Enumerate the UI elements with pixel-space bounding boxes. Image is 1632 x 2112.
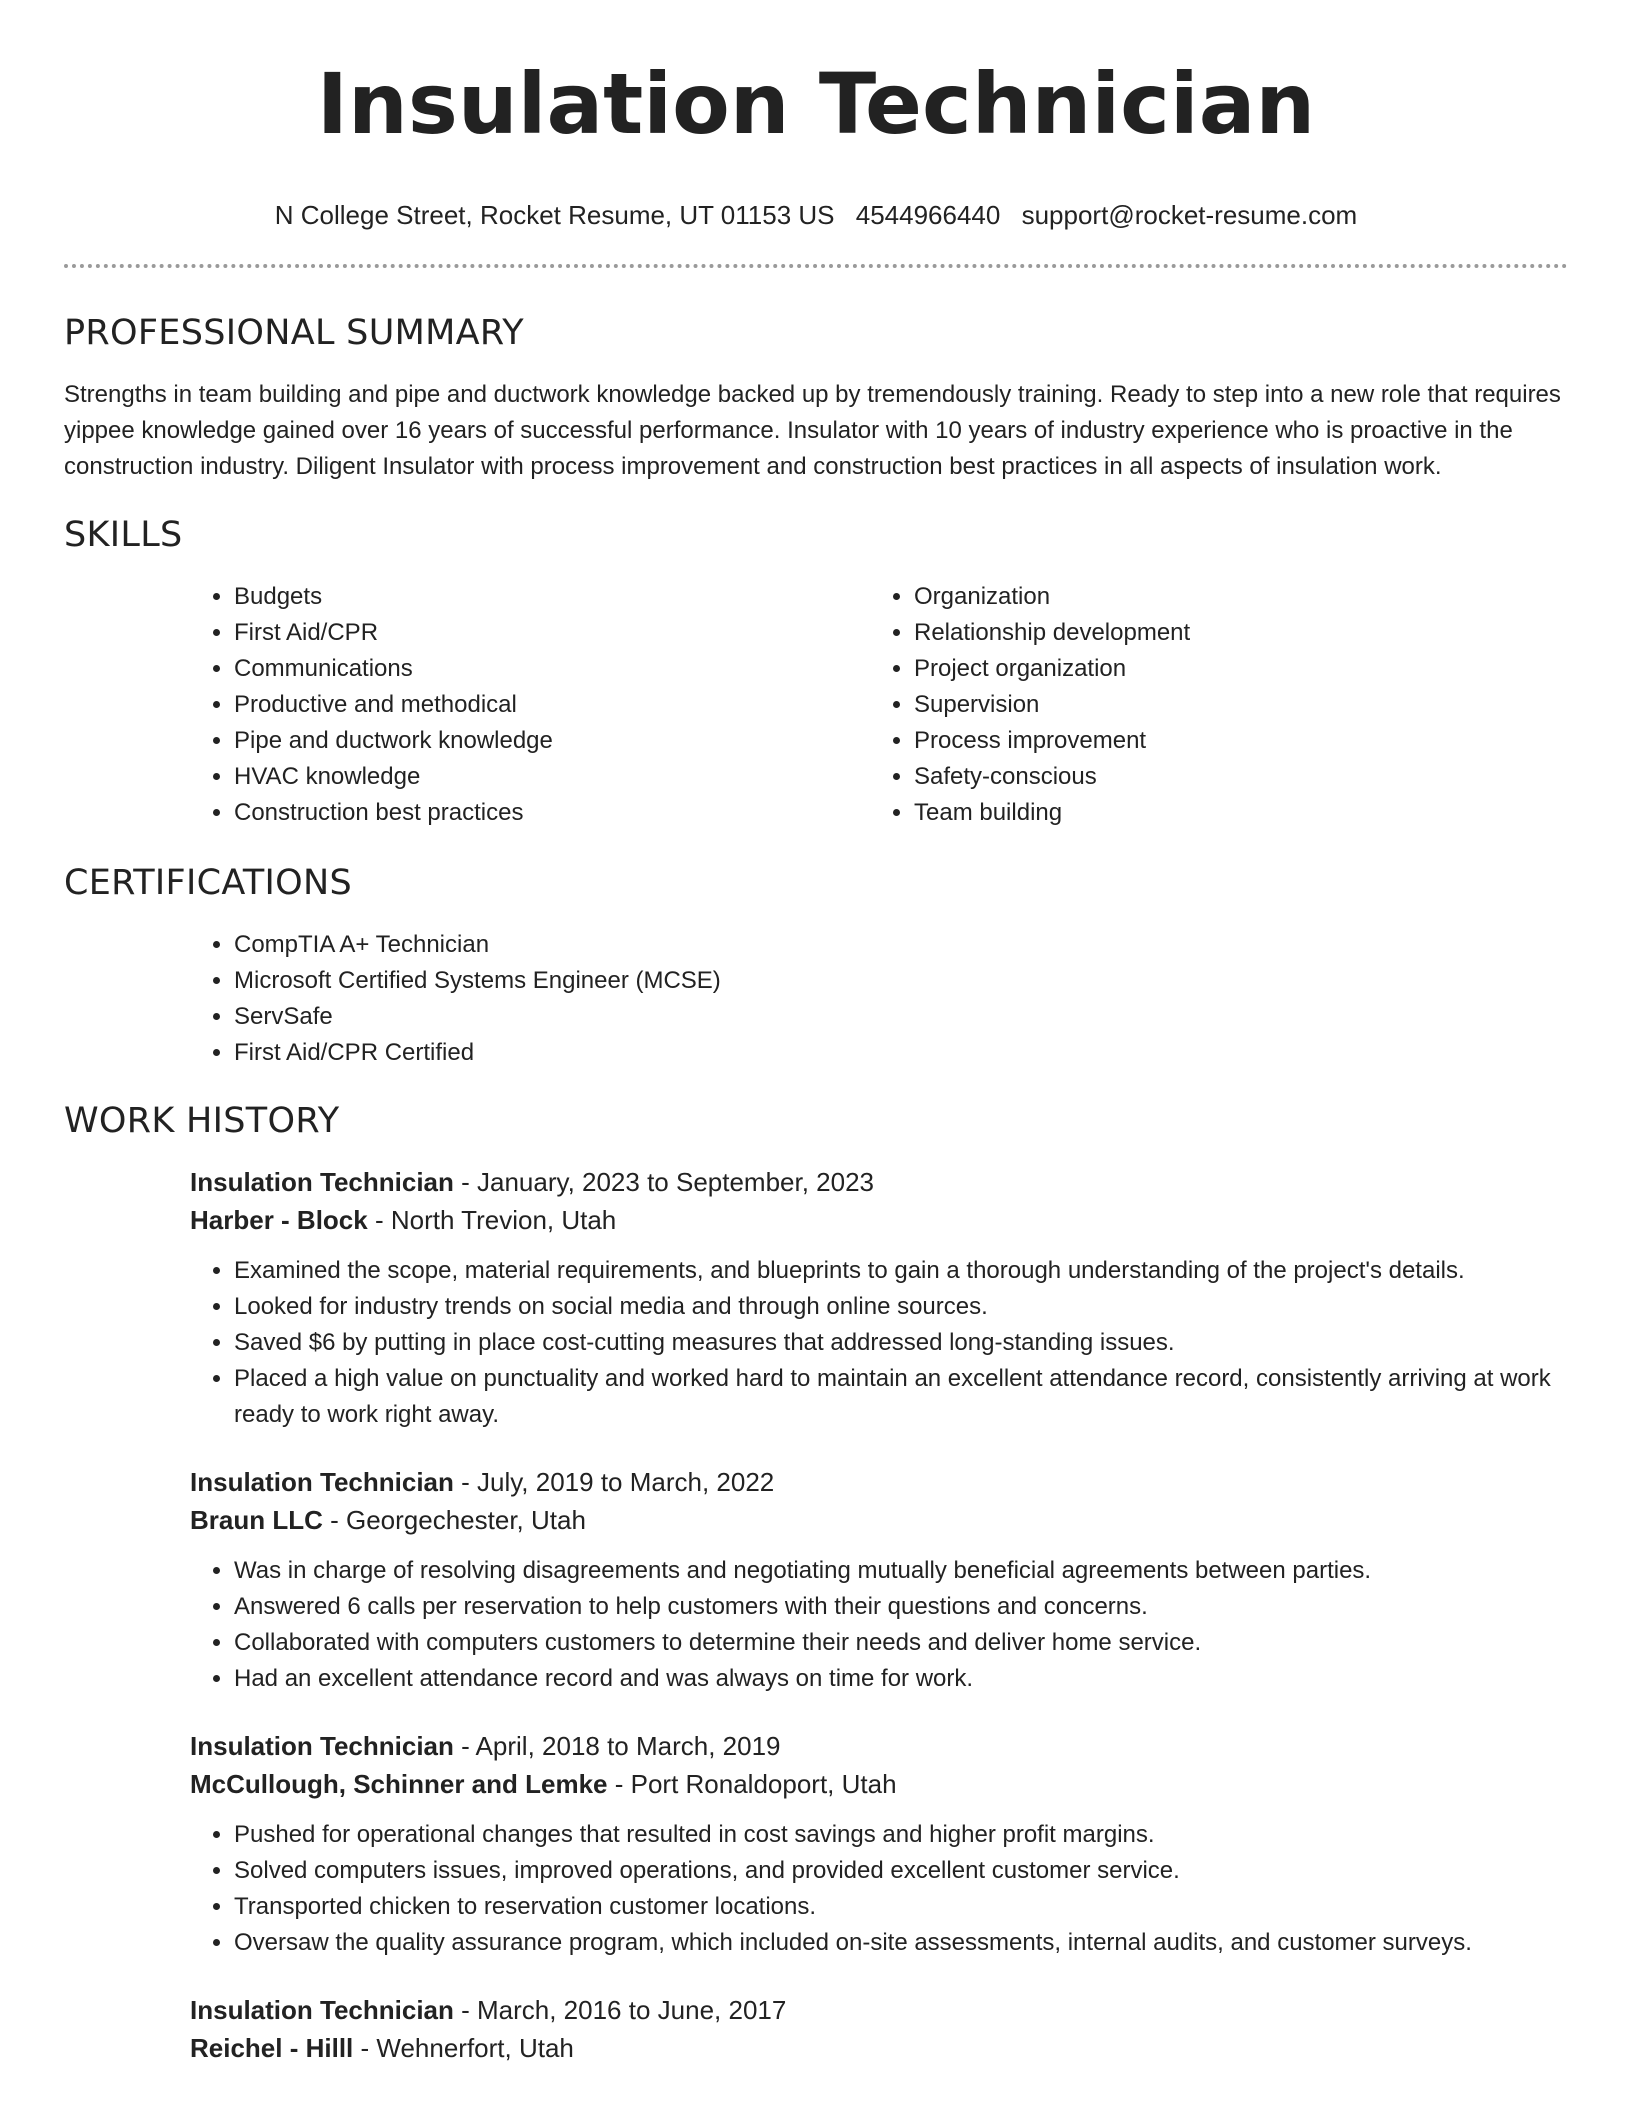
skill-item: • HVAC knowledge: [234, 759, 870, 795]
skill-item: • Process improvement: [914, 723, 1550, 759]
job-role: Insulation Technician: [190, 1995, 454, 2025]
job-bullet: • Collaborated with computers customers to determine their needs and deliver home service.: [234, 1625, 1568, 1661]
job-title-line: [190, 1163, 1568, 1201]
job-location: - Port Ronaldoport, Utah: [607, 1769, 897, 1799]
job-bullets: [190, 1253, 1568, 1433]
job-location: - North Trevion, Utah: [367, 1205, 617, 1235]
job-company-line: [190, 1201, 1568, 1239]
skill-item: • Construction best practices: [234, 795, 870, 831]
job-bullet: • Transported chicken to reservation customer locations.: [234, 1889, 1568, 1925]
skill-item: • Productive and methodical: [234, 687, 870, 723]
job-title-line: [190, 1991, 1568, 2029]
certification-item: • First Aid/CPR Certified: [234, 1035, 1568, 1071]
resume-name: Insulation Technician: [316, 55, 1316, 153]
job-company: McCullough, Schinner and Lemke: [190, 1769, 608, 1799]
job-role: Insulation Technician: [190, 1467, 454, 1497]
certification-item: • Microsoft Certified Systems Engineer (MCSE): [234, 963, 1568, 999]
certifications-heading: CERTIFICATIONS: [64, 863, 352, 903]
skill-item: • Supervision: [914, 687, 1550, 723]
job-entry: [190, 1727, 1568, 1961]
job-company-line: [190, 1501, 1568, 1539]
job-bullet: • Saved $6 by putting in place cost-cutting measures that addressed long-standing issues.: [234, 1325, 1568, 1361]
job-title-line: [190, 1727, 1568, 1765]
skill-item: • Budgets: [234, 579, 870, 615]
job-location: - Georgechester, Utah: [322, 1505, 586, 1535]
header-divider: [64, 264, 1568, 268]
job-bullet: • Solved computers issues, improved operations, and provided excellent customer service.: [234, 1853, 1568, 1889]
summary-text: Strengths in team building and pipe and ductwork knowledge backed up by tremendously training. Ready to step into a new role that requires yippee knowledge gained over 16 years of successful performance. Insulator with 10 years of industry experience who is proactive in the construction industry. Diligent Insulator with process improvement and construction best practices in all aspects of insulation work.: [64, 381, 1561, 480]
job-title-line: [190, 1463, 1568, 1501]
skill-item: • Communications: [234, 651, 870, 687]
job-company: Braun LLC: [190, 1505, 323, 1535]
certification-item: • ServSafe: [234, 999, 1568, 1035]
job-bullet: • Answered 6 calls per reservation to help customers with their questions and concerns.: [234, 1589, 1568, 1625]
job-bullet: • Pushed for operational changes that resulted in cost savings and higher profit margins.: [234, 1817, 1568, 1853]
contact-email: support@rocket-resume.com: [1021, 200, 1358, 230]
certifications-list: [190, 927, 1568, 1071]
job-dates: - March, 2016 to June, 2017: [453, 1995, 787, 2025]
job-role: Insulation Technician: [190, 1167, 454, 1197]
job-company-line: [190, 2029, 1568, 2067]
job-dates: - July, 2019 to March, 2022: [453, 1467, 775, 1497]
skill-item: • First Aid/CPR: [234, 615, 870, 651]
job-dates: - April, 2018 to March, 2019: [453, 1731, 781, 1761]
skills-heading: SKILLS: [64, 515, 183, 555]
job-bullet: • Had an excellent attendance record and was always on time for work.: [234, 1661, 1568, 1697]
job-entry: [190, 1163, 1568, 1433]
contact-phone: 4544966440: [855, 200, 1001, 230]
skill-item: • Team building: [914, 795, 1550, 831]
contact-line: [64, 198, 1568, 232]
job-company: Harber - Block: [190, 1205, 368, 1235]
job-bullet: • Oversaw the quality assurance program, which included on-site assessments, internal audits, and customer surveys.: [234, 1925, 1568, 1961]
job-bullet: • Placed a high value on punctuality and worked hard to maintain an excellent attendance record, consistently arriving at work ready to work right away.: [234, 1361, 1568, 1433]
job-role: Insulation Technician: [190, 1731, 454, 1761]
job-entry: [190, 1991, 1568, 2067]
work-history-heading: WORK HISTORY: [64, 1101, 340, 1141]
job-location: - Wehnerfort, Utah: [353, 2033, 574, 2063]
skills-column-right: [870, 579, 1550, 831]
skills-column-left: [190, 579, 870, 831]
summary-heading: PROFESSIONAL SUMMARY: [64, 313, 524, 353]
skill-item: • Pipe and ductwork knowledge: [234, 723, 870, 759]
skill-item: • Relationship development: [914, 615, 1550, 651]
job-entry: [190, 1463, 1568, 1697]
skill-item: • Project organization: [914, 651, 1550, 687]
job-company-line: [190, 1765, 1568, 1803]
skills-list: [190, 579, 1568, 831]
job-bullet: • Was in charge of resolving disagreements and negotiating mutually beneficial agreements between parties.: [234, 1553, 1568, 1589]
job-dates: - January, 2023 to September, 2023: [453, 1167, 875, 1197]
job-bullets: [190, 1817, 1568, 1961]
job-bullet: • Looked for industry trends on social media and through online sources.: [234, 1289, 1568, 1325]
skill-item: • Safety-conscious: [914, 759, 1550, 795]
job-company: Reichel - Hilll: [190, 2033, 354, 2063]
certification-item: • CompTIA A+ Technician: [234, 927, 1568, 963]
skill-item: • Organization: [914, 579, 1550, 615]
contact-address: N College Street, Rocket Resume, UT 01153 US: [274, 200, 835, 230]
job-bullets: [190, 1553, 1568, 1697]
job-bullet: • Examined the scope, material requirements, and blueprints to gain a thorough understanding of the project's details.: [234, 1253, 1568, 1289]
